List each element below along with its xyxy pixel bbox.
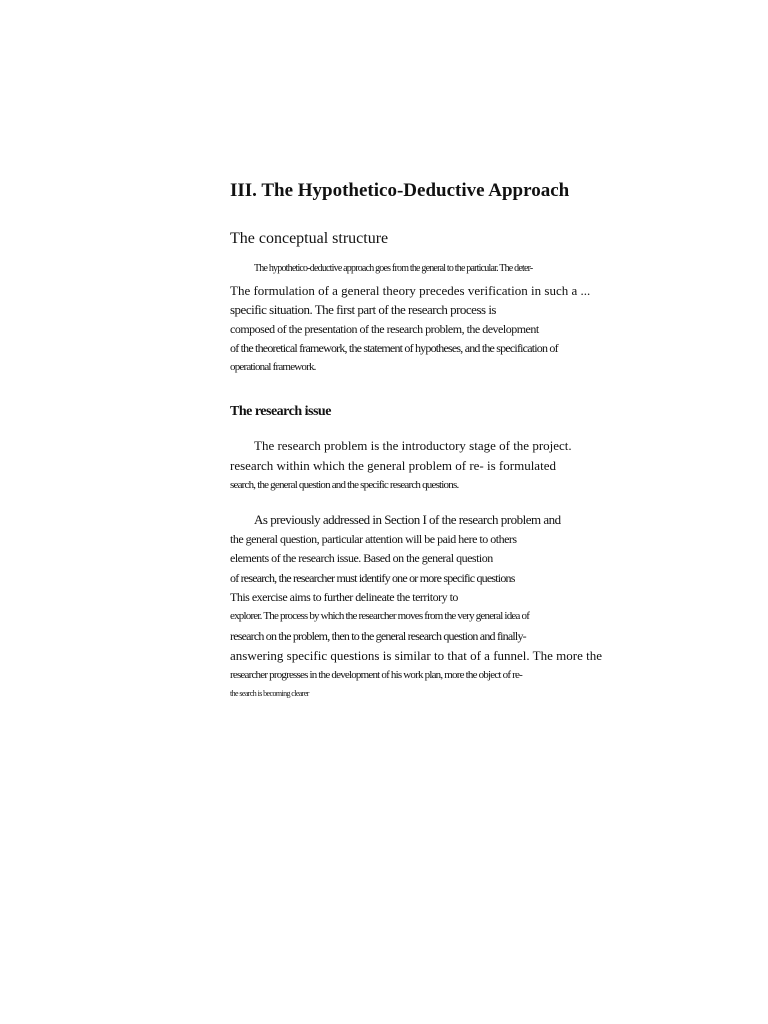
- paragraph-1-line-5: of the theoretical framework, the statement of hypotheses, and the specification of: [230, 341, 558, 355]
- paragraph-3-line-8: answering specific questions is similar to that of a funnel. The more the: [230, 648, 602, 663]
- paragraph-3-line-2: the general question, particular attention will be paid here to others: [230, 532, 517, 546]
- paragraph-3-line-9: researcher progresses in the development of his work plan, more the object of re-: [230, 669, 522, 681]
- paragraph-1-line-4: composed of the presentation of the research problem, the development: [230, 322, 539, 336]
- paragraph-1-line-1: The hypothetico-deductive approach goes from the general to the particular. The deter-: [254, 263, 533, 274]
- paragraph-3-line-4: of research, the researcher must identify one or more specific questions: [230, 571, 515, 585]
- paragraph-3-line-5: This exercise aims to further delineate the territory to: [230, 590, 458, 604]
- section-title: The conceptual structure: [230, 230, 389, 247]
- paragraph-2-line-2: research within which the general problem of re- is formulated: [230, 458, 556, 473]
- chapter-title: III. The Hypothetico-Deductive Approach: [230, 180, 570, 201]
- paragraph-2-line-1: The research problem is the introductory stage of the project.: [254, 438, 572, 453]
- paragraph-3-line-10: the search is becoming clearer: [230, 689, 309, 698]
- paragraph-1-line-3: specific situation. The first part of the research process is: [230, 302, 496, 317]
- paragraph-2-line-3: search, the general question and the specific research questions.: [230, 479, 459, 491]
- subsection-title: The research issue: [230, 404, 331, 419]
- paragraph-3-line-6: explorer. The process by which the researcher moves from the very general idea of: [230, 610, 530, 622]
- paragraph-3-line-1: As previously addressed in Section I of the research problem and: [254, 512, 561, 527]
- paragraph-3-line-3: elements of the research issue. Based on the general question: [230, 551, 493, 565]
- paragraph-1-line-6: operational framework.: [230, 361, 316, 373]
- paragraph-3-line-7: research on the problem, then to the general research question and finally-: [230, 629, 526, 643]
- paragraph-1-line-2: The formulation of a general theory precedes verification in such a ...: [230, 283, 591, 298]
